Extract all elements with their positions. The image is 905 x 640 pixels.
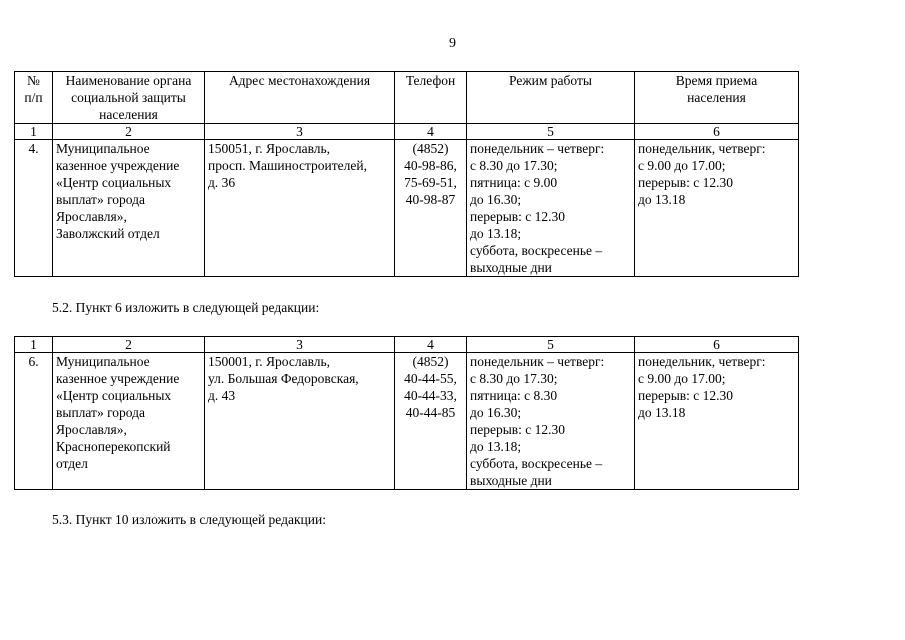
cell-line: социальной защиты <box>71 90 186 105</box>
cell-line: 40-44-85 <box>405 405 456 420</box>
cell-line: 40-98-87 <box>405 192 456 207</box>
header-cell-phone <box>395 72 467 124</box>
institution-name <box>53 140 205 277</box>
table-row <box>15 140 799 277</box>
cell-line: до 13.18 <box>638 405 686 420</box>
cell-line: выплат» города <box>56 192 145 207</box>
work-schedule <box>467 140 635 277</box>
cell-line: перерыв: с 12.30 <box>470 209 566 224</box>
column-number: 1 <box>15 124 53 140</box>
cell-line: с 9.00 до 17.00; <box>638 158 726 173</box>
column-number: 4 <box>395 124 467 140</box>
cell-line: 75-69-51, <box>404 175 457 190</box>
cell-line: «Центр социальных <box>56 388 172 403</box>
reception-hours <box>635 353 799 490</box>
cell-line: с 8.30 до 17.30; <box>470 158 558 173</box>
cell-line: Ярославля», <box>56 422 127 437</box>
cell-line: до 13.18 <box>638 192 686 207</box>
cell-line: перерыв: с 12.30 <box>638 388 734 403</box>
cell-line: д. 36 <box>208 175 236 190</box>
column-number: 5 <box>467 337 635 353</box>
institutions-table-2 <box>14 336 799 490</box>
cell-line: выплат» города <box>56 405 145 420</box>
column-number: 2 <box>53 124 205 140</box>
table-header-row <box>15 72 799 124</box>
header-cell-number <box>15 72 53 124</box>
cell-line: выходные дни <box>470 473 552 488</box>
cell-line: до 16.30; <box>470 405 522 420</box>
institutions-table-1 <box>14 71 799 277</box>
cell-line: 150001, г. Ярославль, <box>208 354 331 369</box>
institution-address <box>205 353 395 490</box>
column-number-row <box>15 124 799 140</box>
cell-line: Ярославля», <box>56 209 127 224</box>
cell-line: пятница: с 8.30 <box>470 388 558 403</box>
work-schedule <box>467 353 635 490</box>
cell-line: перерыв: с 12.30 <box>638 175 734 190</box>
cell-line: отдел <box>56 456 88 471</box>
cell-line: 40-44-55, <box>404 371 457 386</box>
cell-line: выходные дни <box>470 260 552 275</box>
cell-line: (4852) <box>412 141 449 156</box>
institution-phone <box>395 353 467 490</box>
paragraph-5-3: 5.3. Пункт 10 изложить в следующей редакции: <box>52 512 326 527</box>
header-cell-address <box>205 72 395 124</box>
header-cell-name <box>53 72 205 124</box>
cell-line: суббота, воскресенье – <box>470 456 603 471</box>
cell-line: Наименование органа <box>65 73 192 88</box>
cell-line: (4852) <box>412 354 449 369</box>
cell-line: Заволжский отдел <box>56 226 160 241</box>
cell-line: понедельник, четверг: <box>638 141 766 156</box>
cell-line: населения <box>687 90 746 105</box>
cell-line: «Центр социальных <box>56 175 172 190</box>
cell-line: с 9.00 до 17.00; <box>638 371 726 386</box>
cell-line: д. 43 <box>208 388 236 403</box>
cell-line: Время приема <box>675 73 758 88</box>
cell-line: населения <box>99 107 158 122</box>
institution-phone <box>395 140 467 277</box>
cell-line: суббота, воскресенье – <box>470 243 603 258</box>
cell-line: перерыв: с 12.30 <box>470 422 566 437</box>
column-number-row <box>15 337 799 353</box>
cell-line: 40-98-86, <box>404 158 457 173</box>
cell-line: 40-44-33, <box>404 388 457 403</box>
cell-line: Режим работы <box>509 73 592 88</box>
cell-line: ул. Большая Федоровская, <box>208 371 359 386</box>
column-number: 6 <box>635 124 799 140</box>
column-number: 3 <box>205 337 395 353</box>
cell-line: до 13.18; <box>470 439 522 454</box>
column-number: 3 <box>205 124 395 140</box>
cell-line: Красноперекопский <box>56 439 171 454</box>
institution-name <box>53 353 205 490</box>
column-number: 4 <box>395 337 467 353</box>
paragraph-5-2: 5.2. Пункт 6 изложить в следующей редакции: <box>52 300 320 315</box>
cell-line: пятница: с 9.00 <box>470 175 558 190</box>
column-number: 6 <box>635 337 799 353</box>
cell-line: до 16.30; <box>470 192 522 207</box>
cell-line: № <box>27 73 40 88</box>
page-number: 9 <box>449 36 456 51</box>
cell-line: до 13.18; <box>470 226 522 241</box>
cell-line: понедельник – четверг: <box>470 354 605 369</box>
institution-address <box>205 140 395 277</box>
cell-line: Телефон <box>405 73 456 88</box>
column-number: 1 <box>15 337 53 353</box>
cell-line: понедельник – четверг: <box>470 141 605 156</box>
cell-line: Муниципальное <box>56 354 150 369</box>
cell-line: Адрес местонахождения <box>228 73 371 88</box>
reception-hours <box>635 140 799 277</box>
column-number: 2 <box>53 337 205 353</box>
table-row <box>15 353 799 490</box>
row-number: 4. <box>15 140 53 277</box>
cell-line: Муниципальное <box>56 141 150 156</box>
row-number: 6. <box>15 353 53 490</box>
column-number: 5 <box>467 124 635 140</box>
cell-line: п/п <box>24 90 43 105</box>
cell-line: просп. Машиностроителей, <box>208 158 367 173</box>
cell-line: с 8.30 до 17.30; <box>470 371 558 386</box>
cell-line: казенное учреждение <box>56 371 180 386</box>
header-cell-reception <box>635 72 799 124</box>
header-cell-schedule <box>467 72 635 124</box>
cell-line: понедельник, четверг: <box>638 354 766 369</box>
cell-line: казенное учреждение <box>56 158 180 173</box>
cell-line: 150051, г. Ярославль, <box>208 141 331 156</box>
